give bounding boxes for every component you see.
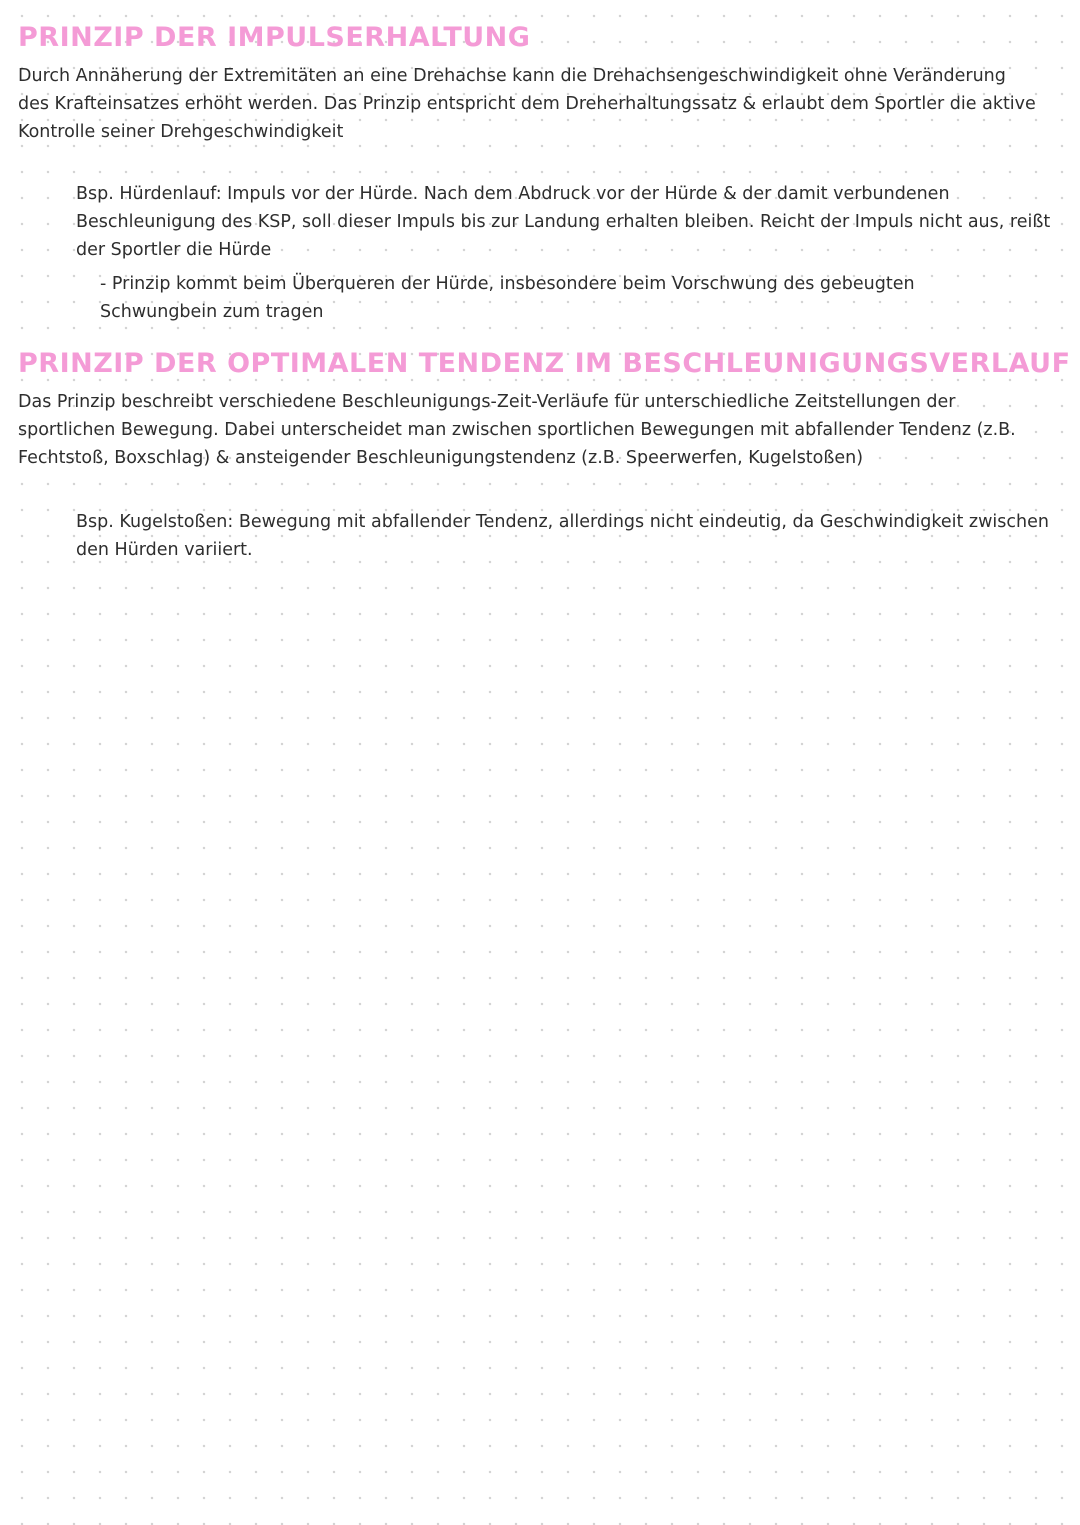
example-text: Hürdenlauf: Impuls vor der Hürde. Nach dem Abdruck vor der Hürde & der damit verbundenen Beschleunigung des KSP, soll dieser Impuls bis zur Landung erhalten bleiben. Reicht der Impuls nicht aus, reißt der Sportler die Hürde [76,184,1051,260]
example-text: Kugelstoßen: Bewegung mit abfallender Tendenz, allerdings nicht eindeutig, da Geschwindigkeit zwischen den Hürden variiert. [76,512,1049,560]
bullet-point: - Prinzip kommt beim Überqueren der Hürde, insbesondere beim Vorschwung des gebeugten Schwungbein zum tragen [100,274,915,322]
paragraph-impulserhaltung: Durch Annäherung der Extremitäten an eine Drehachse kann die Drehachsengeschwindigkeit ohne Veränderung des Krafteinsatzes erhöht werden. Das Prinzip entspricht dem Dreherhaltungssatz & erlaubt dem Sportler die aktive Kontrolle seiner Drehgeschwindigkeit [18,66,1036,142]
section-heading-optimale-tendenz: PRINZIP DER OPTIMALEN TENDENZ IM BESCHLEUNIGUNGSVERLAUF [18,348,1071,379]
example-huerdenlauf [76,180,1066,264]
example-label: Bsp. [76,512,114,532]
section-heading-impulserhaltung: PRINZIP DER IMPULSERHALTUNG [18,22,531,53]
example-label: Bsp. [76,184,114,204]
paragraph-optimale-tendenz: Das Prinzip beschreibt verschiedene Beschleunigungs-Zeit-Verläufe für unterschiedliche Zeitstellungen der sportlichen Bewegung. Dabei unterscheidet man zwischen sportlichen Bewegungen mit abfallender Tendenz (z.B. Fechtstoß, Boxschlag) & ansteigender Beschleunigungstendenz (z.B. Speerwerfen, Kugelstoßen) [18,392,1016,468]
example-kugelstossen [76,508,1066,564]
